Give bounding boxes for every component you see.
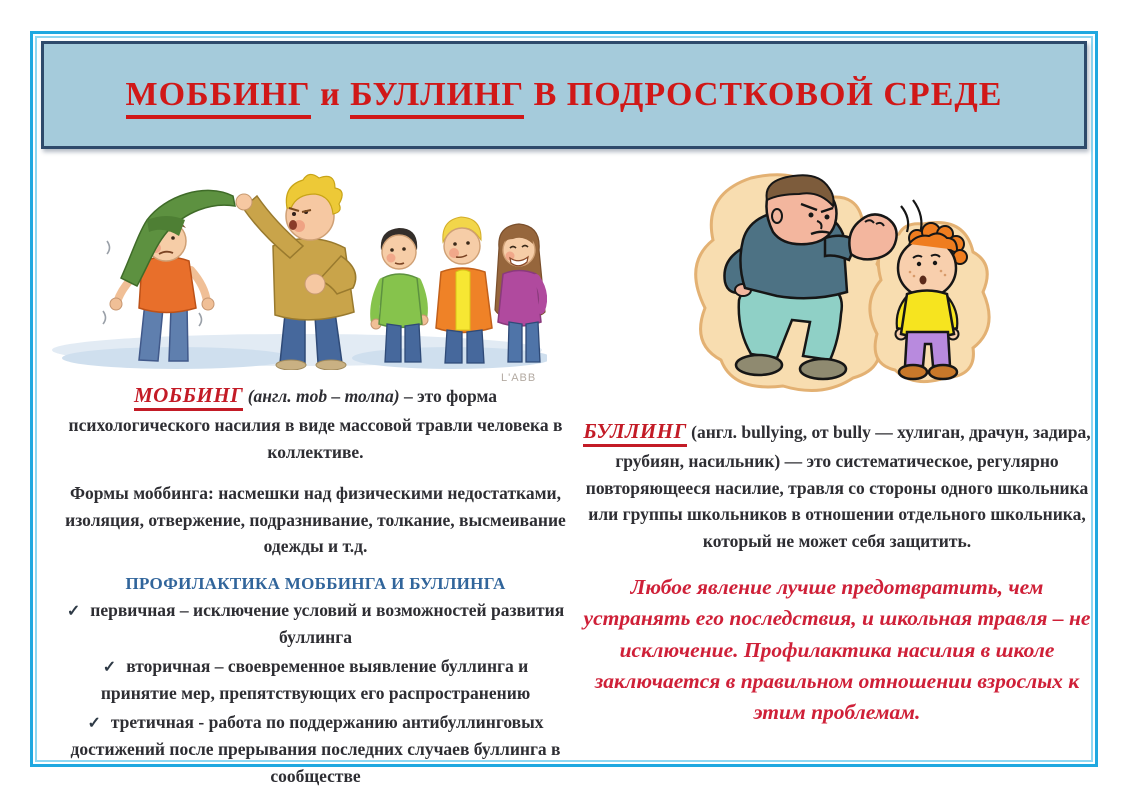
mobbing-definition-text: – это форма психологического насилия в виде массовой травли человека в коллективе. — [68, 386, 563, 462]
bullet-text: третичная - работа по поддержанию антибуллинговых достижений после прерывания последних случаев буллинга в сообществе — [70, 712, 561, 786]
illustration-signature: L'ABB — [501, 372, 537, 384]
bullying-illustration — [673, 172, 1003, 402]
page-border-frame — [30, 31, 1098, 786]
check-icon: ✓ — [66, 602, 81, 620]
check-icon: ✓ — [87, 715, 101, 733]
bullet-text: первичная – исключение условий и возможностей развития буллинга — [90, 599, 565, 647]
title-rest: В ПОДРОСТКОВОЙ СРЕДЕ — [533, 76, 1003, 113]
prevention-quote: Любое явление лучше предотвратить, чем устранять его последствия, и школьная травля – не исключение. Профилактика насилия в школе заключается в правильном отношении взрослых к этим проблемам. — [583, 575, 1091, 724]
prevention-heading: ПРОФИЛАКТИКА МОББИНГА И БУЛЛИНГА — [125, 573, 506, 593]
header-banner — [41, 41, 1087, 149]
title-word-mobbing: МОББИНГ — [126, 76, 311, 119]
mobbing-illustration — [47, 162, 547, 370]
mobbing-paren: (англ. mob – толпа) — [247, 386, 400, 406]
mobbing-column — [63, 380, 568, 789]
mobbing-forms: Формы моббинга: насмешки над физическими недостатками, изоляция, отвержение, подразнивание, толкание, высмеивание одежды и т.д. — [65, 483, 566, 557]
prevention-bullet-1 — [63, 597, 568, 650]
mobbing-definition — [63, 380, 568, 465]
bullet-text: вторичная – своевременное выявление буллинга и принятие мер, препятствующих его распространению — [100, 656, 531, 704]
prevention-bullet-2 — [63, 653, 568, 706]
bullying-definition — [581, 416, 1093, 554]
bullying-column — [581, 416, 1093, 728]
prevention-bullet-3 — [63, 709, 568, 789]
page-title — [126, 76, 1003, 114]
mobbing-term: МОББИНГ — [134, 383, 243, 411]
title-word-bulling: БУЛЛИНГ — [350, 76, 524, 119]
bullying-term: БУЛЛИНГ — [583, 419, 686, 447]
bullying-definition-text: (англ. bullying, от bully — хулиган, драчун, задира, грубиян, насильник) — это систематическое, регулярно повторяющееся насилие, травля со стороны одного школьника или группы школьников в отношении отдельного школьника, который не может себя защитить. — [585, 422, 1091, 551]
title-connector: и — [320, 76, 341, 113]
check-icon: ✓ — [102, 659, 117, 677]
